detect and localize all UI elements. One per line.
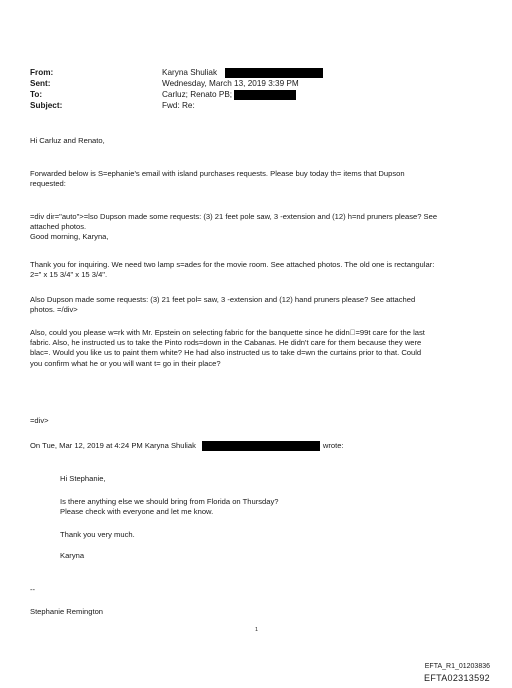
reply-attribution <box>30 441 488 451</box>
lamp-shades-paragraph: Thank you for inquiring. We need two lamp s=ades for the movie room. See attached photos. The old one is rectangular: 2=" x 15 3/4" x 15 3/4". <box>30 260 435 280</box>
header-subject-row <box>30 100 323 111</box>
bates-number-small: EFTA_R1_01203836 <box>424 663 490 670</box>
subject-value: Fwd: Re: <box>162 101 195 110</box>
subject-label: Subject: <box>30 101 63 110</box>
sent-value: Wednesday, March 13, 2019 3:39 PM <box>162 79 299 88</box>
fabric-paragraph: Also, could you please w=rk with Mr. Epstein on selecting fabric for the banquette since he didn =99t care for the last fabric. Also, he instructed us to take the Pinto rods=down in the Cabanas. He didn't care for them because they were blac=. Would you like us to paint them white? He had also instructed us to take d=wn the curtains prior to that. Could you confirm what he or you will want t= go in their place? <box>30 328 425 368</box>
bates-number-large: EFTA02313592 <box>424 673 490 683</box>
signature-dashes: -- <box>30 585 36 594</box>
from-label: From: <box>30 68 54 77</box>
greeting: Hi Carluz and Renato, <box>30 136 105 145</box>
forward-paragraph: Forwarded below is S=ephanie's email with island purchases requests. Please buy today th= items that Dupson requested: <box>30 169 405 189</box>
redaction-box <box>225 68 323 78</box>
dupson-request-paragraph: =div dir="auto">=lso Dupson made some requests: (3) 21 feet pole saw, 3 -extension and (12) h=nd pruners please? See attached photos. Good morning, Karyna, <box>30 212 438 242</box>
to-label: To: <box>30 90 43 99</box>
redaction-box <box>234 90 296 100</box>
signature-name: Stephanie Remington <box>30 607 104 616</box>
wrote-text: wrote: <box>322 441 344 450</box>
email-header <box>30 67 323 111</box>
from-value: Karyna Shuliak <box>162 68 218 77</box>
sent-label: Sent: <box>30 79 51 88</box>
also-dupson-paragraph: Also Dupson made some requests: (3) 21 feet pol= saw, 3 -extension and (12) hand pruners please? See attached photos. =/div> <box>30 295 416 315</box>
reply-attribution-text: On Tue, Mar 12, 2019 at 4:24 PM Karyna Shuliak <box>30 441 196 450</box>
header-sent-row <box>30 78 323 89</box>
to-value: Carluz; Renato PB; <box>162 90 233 99</box>
quoted-signoff: Karyna <box>60 551 85 560</box>
page-number: 1 <box>255 627 259 633</box>
quoted-paragraph: Is there anything else we should bring from Florida on Thursday? Please check with everyone and let me know. <box>60 497 279 517</box>
quoted-thanks: Thank you very much. <box>60 530 135 539</box>
redaction-box <box>202 441 320 451</box>
header-to-row <box>30 89 323 100</box>
div-close-text: =div> <box>30 416 49 425</box>
header-from-row <box>30 67 323 78</box>
quoted-greeting: Hi Stephanie, <box>60 474 106 483</box>
